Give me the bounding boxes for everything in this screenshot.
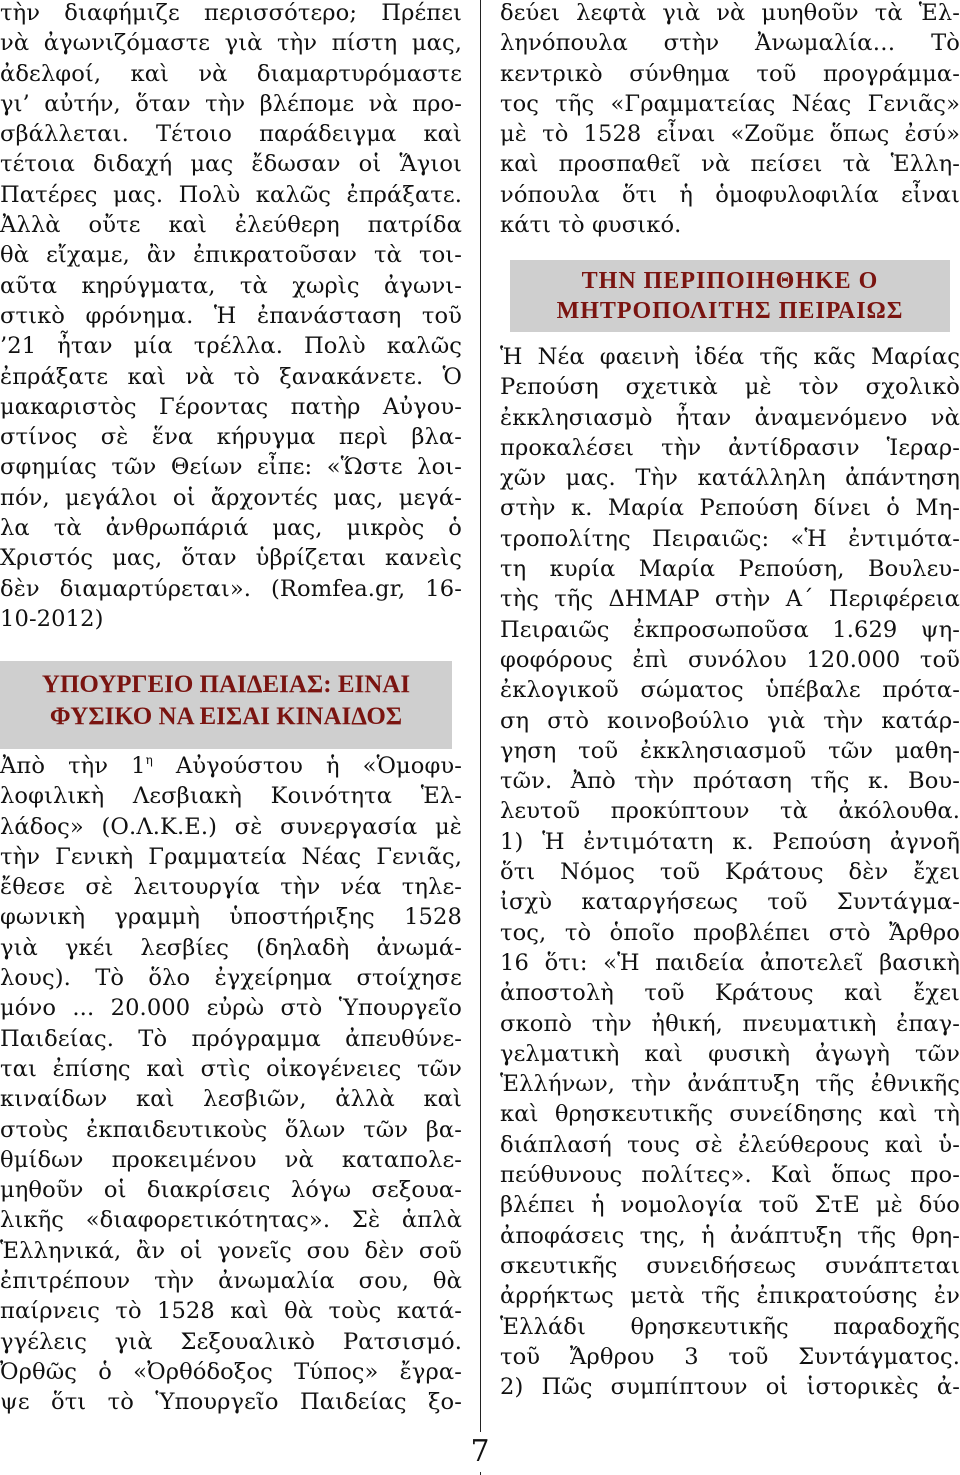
text-line: ἀδελφοί, καὶ νὰ διαμαρτυρόμαστε (0, 60, 462, 87)
text-line: σκευτικῆς συνειδήσεως συνάπτεται (500, 1252, 960, 1279)
text-line: Χριστός μας, ὅταν ὑβρίζεται κανεὶς (0, 545, 462, 572)
text-line: μὲ τὸ 1528 εἶναι «Ζοῦμε ὅπως ἐσύ» (500, 121, 960, 148)
text-line: Ἡ Νέα φαεινὴ ἰδέα τῆς κᾶς Μαρίας (500, 344, 960, 370)
text-line: πόν, μεγάλοι οἱ ἄρχοντές μας, μεγά- (0, 484, 462, 511)
text-line: μηθοῦν οἱ διακρίσεις λόγω σεξουα- (0, 1177, 462, 1204)
left-headline-line-2: ΦΥΣΙΚΟ ΝΑ ΕΙΣΑΙ ΚΙΝΑΙΔΟΣ (49, 703, 403, 730)
text-line: δεύει λεφτὰ γιὰ νὰ μυηθοῦν τὰ Ἑλ- (500, 0, 960, 26)
text-line: 2) Πῶς συμπίπτουν οἱ ἱστορικὲς ἀ- (500, 1374, 960, 1401)
text-line: καὶ προσπαθεῖ νὰ πείσει τὰ Ἑλλη- (500, 151, 960, 178)
text-line: φοφόρους ἐπὶ συνόλου 120.000 τοῦ (500, 646, 960, 673)
text-line: φωνικὴ γραμμὴ ὑποστήριξης 1528 (0, 904, 462, 931)
text-line: ἐπράξατε καὶ νὰ τὸ ξανακάνετε. Ὁ (0, 363, 462, 390)
text-line: στὴν κ. Μαρία Ρεπούση δίνει ὁ Μη- (500, 495, 960, 522)
text-line: τος, τὸ ὁποῖο προβλέπει στὸ Ἄρθρο (500, 919, 960, 946)
text-line: στικὸ φρόνημα. Ἡ ἐπανάσταση τοῦ (0, 302, 462, 329)
text-line: χῶν μας. Τὴν κατάλληλη ἀπάντηση (500, 465, 960, 492)
text-line: μακαριστὸς Γέροντας πατὴρ Αὐγου- (0, 393, 462, 420)
text-line: λα τὰ ἀνθρωπάριά μας, μικρὸς ὁ (0, 515, 462, 542)
right-paragraph-1 (500, 0, 960, 240)
text-line: ἀρρήκτως μετὰ τῆς ἐπικρατούσης ἐν (500, 1283, 960, 1310)
text-line: γιὰ γκέι λεσβίες (δηλαδὴ ἀνωμά- (0, 934, 462, 961)
text-line: τος τῆς «Γραμματείας Νέας Γενιᾶς» (500, 90, 960, 117)
text-line: θμίδων προκειμένου νὰ καταπολε- (0, 1146, 462, 1173)
text-line: λευτοῦ προκύπτουν τὰ ἀκόλουθα. (500, 798, 960, 825)
text-line: διάπλασή τους σὲ ἐλεύθερους καὶ ὑ- (500, 1131, 960, 1158)
text-line: σβάλλεται. Τέτοιο παράδειγμα καὶ (0, 121, 462, 148)
text-line: τῶν. Ἀπὸ τὴν πρόταση τῆς κ. Βου- (500, 768, 960, 795)
text-line: Ἑλλήνων, τὴν ἀνάπτυξη τῆς ἐθνικῆς (500, 1071, 960, 1098)
left-paragraph-1 (0, 0, 462, 634)
text-line: 16 ὅτι: «Ἡ παιδεία ἀποτελεῖ βασικὴ (500, 949, 960, 976)
text-line: κιναίδων καὶ λεσβιῶν, ἀλλὰ καὶ (0, 1086, 462, 1113)
text-line: παίρνεις τὸ 1528 καὶ θὰ τοὺς κατά- (0, 1298, 462, 1325)
text-line: τέτοια διδαχή μας ἔδωσαν οἱ Ἅγιοι (0, 151, 462, 178)
text-line: λάδος» (Ο.Λ.Κ.Ε.) σὲ συνεργασία μὲ (0, 813, 462, 840)
right-headline (510, 260, 950, 332)
text-line: σφημίας τῶν Θείων εἶπε: «Ὥστε λοι- (0, 454, 462, 481)
text-line: καὶ θρησκευτικῆς συνείδησης καὶ τὴ (500, 1101, 960, 1128)
text-line: βλέπει ἡ νομολογία τοῦ ΣτΕ μὲ δύο (500, 1192, 960, 1219)
text-line: τοῦ Ἄρθρου 3 τοῦ Συντάγματος. (500, 1343, 960, 1370)
text-line: Ἑλληνικά, ἂν οἱ γονεῖς σου δὲν σοῦ (0, 1237, 462, 1264)
text-line: ἔθεσε σὲ λειτουργία τὴν νέα τηλε- (0, 874, 462, 901)
text-line: ση στὸ κοινοβούλιο γιὰ τὴν κατάρ- (500, 707, 960, 734)
text-line: ἰσχὺ καταργήσεως τοῦ Συντάγμα- (500, 889, 960, 916)
text-line: στίνος σὲ ἕνα κήρυγμα περὶ βλα- (0, 424, 462, 451)
text-line: τροπολίτης Πειραιῶς: «Ἡ ἐντιμότα- (500, 525, 960, 552)
text-line: πεύθυνους πολίτες». Καὶ ὅπως προ- (500, 1162, 960, 1189)
text-line: σκοπὸ τὴν ἠθική, πνευματικὴ ἐπαγ- (500, 1010, 960, 1037)
text-line: δὲν διαμαρτύρεται». (Romfea.gr, 16- (0, 575, 462, 602)
text-line: ψε ὅτι τὸ Ὑπουργεῖο Παιδείας ξο- (0, 1389, 462, 1416)
right-paragraph-2 (500, 342, 960, 1402)
text-line: ὅτι Νόμος τοῦ Κράτους δὲν ἔχει (500, 859, 960, 886)
text-line: τη κυρία Μαρία Ρεπούση, Βουλευ- (500, 556, 960, 583)
text-line: νὰ ἀγωνιζόμαστε γιὰ τὴν πίστη μας, (0, 30, 462, 57)
column-divider (480, 0, 481, 1475)
text-line: κάτι τὸ φυσικό. (500, 212, 682, 239)
text-line: Ρεπούση σχετικὰ μὲ τὸν σχολικὸ (500, 374, 960, 401)
text-line: ληνόπουλα στὴν Ἀνωμαλία… Τὸ (500, 30, 960, 57)
text-line: λους). Τὸ ὅλο ἐγχείρημα στοίχησε (0, 965, 462, 992)
text-line: ται ἐπίσης καὶ στὶς οἰκογένειες τῶν (0, 1055, 462, 1082)
text-line: Παιδείας. Τὸ πρόγραμμα ἀπευθύνε- (0, 1025, 462, 1052)
text-line: Ἑλλάδι θρησκευτικῆς παραδοχῆς (500, 1313, 960, 1340)
text-line: ἐκλογικοῦ σώματος ὑπέβαλε πρότα- (500, 677, 960, 704)
text-line: ἀποφάσεις της, ἡ ἀνάπτυξη τῆς θρη- (500, 1222, 960, 1249)
text-line: τὴν Γενικὴ Γραμματεία Νέας Γενιᾶς, (0, 843, 462, 870)
text-line: κεντρικὸ σύνθημα τοῦ προγράμμα- (500, 60, 960, 87)
right-headline-line-1: ΤΗΝ ΠΕΡΙΠΟΙΗΘΗΚΕ Ο (581, 268, 879, 294)
text-line: λικῆς «διαφορετικότητας». Σὲ ἁπλὰ (0, 1207, 462, 1234)
text-line: ἐκκλησιασμὸ ἦταν ἀναμενόμενο νὰ (500, 404, 960, 431)
text-line: Ὀρθῶς ὁ «Ὀρθόδοξος Τύπος» ἔγρα- (0, 1358, 462, 1385)
text-line: αῦτα κηρύγματα, τὰ χωρὶς ἀγωνι- (0, 272, 462, 299)
text-line: Ἀπὸ τὴν $1^\eta$ Αὐγούστου ἡ «Ὁμοφυ- (0, 753, 462, 779)
text-line: Πειραιῶς ἐκπροσωποῦσα 1.629 ψη- (500, 616, 960, 643)
text-line: θὰ εἴχαμε, ἂν ἐπικρατοῦσαν τὰ τοι- (0, 242, 462, 269)
left-paragraph-2 (0, 751, 462, 1418)
text-line: 1) Ἡ ἐντιμότατη κ. Ρεπούση ἀγνοῆ (500, 828, 960, 855)
text-line: ἐπιτρέπουν τὴν ἀνωμαλία σου, θὰ (0, 1268, 462, 1295)
left-headline (0, 661, 452, 749)
text-line: τὴν διαφήμιζε περισσότερο; Πρέπει (0, 0, 462, 26)
text-line: γελματικὴ καὶ φυσικὴ ἀγωγὴ τῶν (500, 1040, 960, 1067)
text-line: ’21 ἦταν μία τρέλλα. Πολὺ καλῶς (0, 333, 462, 360)
page-number: 7 (466, 1432, 494, 1472)
text-line: Πατέρες μας. Πολὺ καλῶς ἐπράξατε. (0, 181, 462, 208)
text-line: νόπουλα ὅτι ἡ ὁμοφυλοφιλία εἶναι (500, 181, 960, 208)
text-line: γγέλεις γιὰ Σεξουαλικὸ Ρατσισμό. (0, 1328, 462, 1355)
text-line: στοὺς ἐκπαιδευτικοὺς ὅλων τῶν βα- (0, 1116, 462, 1143)
left-headline-line-1: ΥΠΟΥΡΓΕΙΟ ΠΑΙΔΕΙΑΣ: ΕΙΝΑΙ (41, 671, 411, 698)
right-headline-line-2: ΜΗΤΡΟΠΟΛΙΤΗΣ ΠΕΙΡΑΙΩΣ (556, 298, 904, 324)
text-line: τὴς τῆς ΔΗΜΑΡ στὴν Α΄ Περιφέρεια (500, 586, 960, 613)
text-line: γηση τοῦ ἐκκλησιασμοῦ τῶν μαθη- (500, 737, 960, 764)
text-line: προκαλέσει τὴν ἀντίδρασιν Ἱεραρ- (500, 434, 960, 461)
text-line: γι’ αὐτήν, ὅταν τὴν βλέπομε νὰ προ- (0, 90, 462, 117)
text-line: ἀποστολὴ τοῦ Κράτους καὶ ἔχει (500, 980, 960, 1007)
text-line: 10-2012) (0, 605, 104, 632)
text-line: λοφιλικὴ Λεσβιακὴ Κοινότητα Ἑλ- (0, 783, 462, 810)
text-line: μόνο ... 20.000 εὐρὼ στὸ Ὑπουργεῖο (0, 995, 462, 1022)
text-line: Ἀλλὰ οὔτε καὶ ἐλεύθερη πατρίδα (0, 212, 462, 239)
